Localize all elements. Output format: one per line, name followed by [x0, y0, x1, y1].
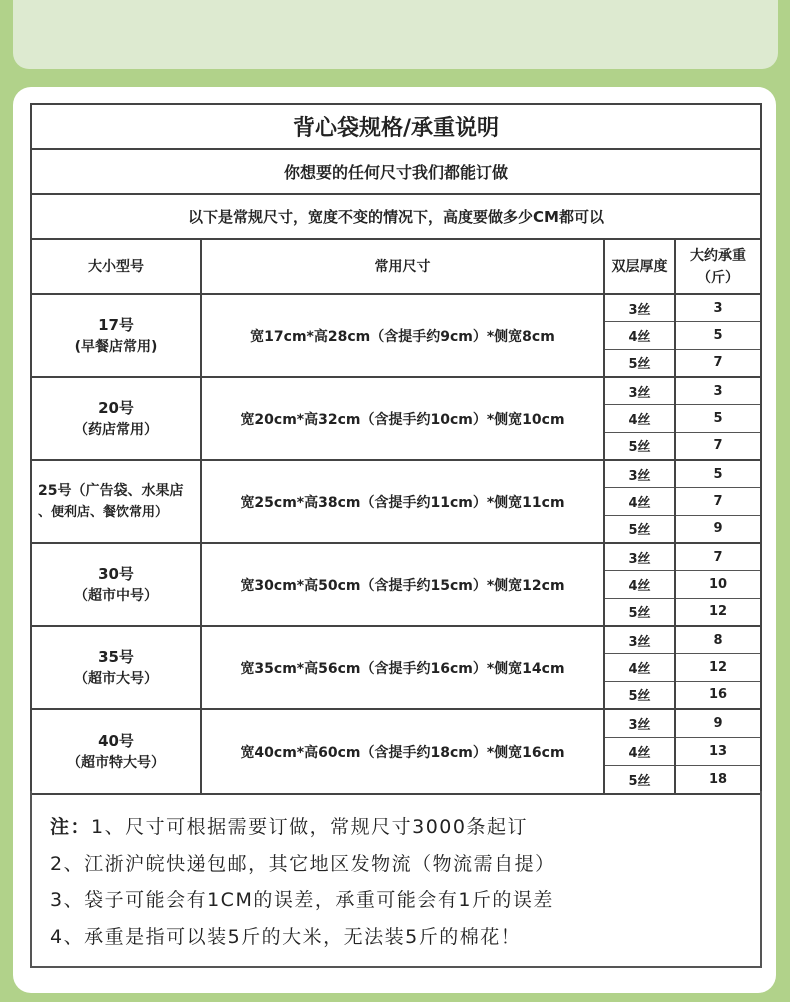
size-dimensions: 宽17cm*高28cm（含提手约9cm）*侧宽8cm	[202, 295, 605, 376]
spec-table	[30, 103, 762, 795]
table-row-group	[32, 378, 760, 461]
thickness-cell: 3丝	[605, 627, 674, 654]
size-dimensions: 宽40cm*高60cm（含提手约18cm）*侧宽16cm	[202, 710, 605, 793]
size-dimensions: 宽30cm*高50cm（含提手约15cm）*侧宽12cm	[202, 544, 605, 625]
size-dimensions: 宽35cm*高56cm（含提手约16cm）*侧宽14cm	[202, 627, 605, 708]
load-cell: 5	[676, 461, 760, 488]
notes-prefix: 注：	[50, 816, 92, 838]
table-row-group	[32, 710, 760, 793]
size-desc: （超市大号）	[74, 670, 158, 687]
size-desc: (早餐店常用)	[74, 338, 158, 355]
size-desc: （超市特大号）	[67, 754, 165, 771]
size-desc: 、便利店、餐饮常用）	[38, 504, 169, 520]
load-cell: 8	[676, 627, 760, 654]
load-cell: 13	[676, 738, 760, 766]
load-cell: 7	[713, 438, 723, 454]
thickness-cell: 5丝	[628, 357, 651, 373]
load-cell: 3	[676, 295, 760, 322]
size-dimensions: 宽25cm*高38cm（含提手约11cm）*侧宽11cm	[202, 461, 605, 542]
thickness-cell: 4丝	[605, 405, 674, 432]
thickness-cell: 5丝	[628, 606, 651, 622]
thickness-cell: 5丝	[628, 689, 651, 705]
thickness-cell: 3丝	[605, 295, 674, 322]
size-name: 25号（广告袋、水果店	[38, 482, 184, 499]
table-title: 背心袋规格/承重说明	[32, 105, 760, 150]
size-dimensions: 宽20cm*高32cm（含提手约10cm）*侧宽10cm	[202, 378, 605, 459]
load-cell: 5	[676, 405, 760, 432]
note-line-1: 注：1、尺寸可根据需要订做，常规尺寸3000条起订	[50, 816, 528, 838]
load-cell: 9	[713, 521, 723, 537]
load-cell: 7	[676, 544, 760, 571]
load-cell: 9	[676, 710, 760, 738]
header-load-line1: 大约承重	[690, 247, 746, 264]
size-desc: （超市中号）	[74, 587, 158, 604]
header-load-line2: （斤）	[697, 269, 739, 286]
header-size: 大小型号	[32, 240, 202, 293]
table-subtitle: 你想要的任何尺寸我们都能订做	[32, 150, 760, 195]
load-cell: 10	[676, 571, 760, 598]
size-name: 20号	[98, 398, 134, 417]
thickness-cell: 4丝	[605, 738, 674, 766]
load-cell: 7	[713, 355, 723, 371]
table-row-group	[32, 295, 760, 378]
size-name: 30号	[98, 564, 134, 583]
size-name: 40号	[98, 731, 134, 750]
thickness-cell: 5丝	[628, 440, 651, 456]
thickness-cell: 3丝	[605, 461, 674, 488]
thickness-cell: 3丝	[605, 544, 674, 571]
thickness-cell: 4丝	[605, 571, 674, 598]
table-row-group	[32, 627, 760, 710]
thickness-cell: 3丝	[605, 378, 674, 405]
thickness-cell: 4丝	[605, 488, 674, 515]
table-row-group	[32, 461, 760, 544]
size-name: 35号	[98, 647, 134, 666]
top-panel	[13, 0, 778, 69]
table-row-group	[32, 544, 760, 627]
thickness-cell: 5丝	[628, 774, 651, 789]
load-cell: 18	[708, 772, 728, 787]
note-line-3: 3、袋子可能会有1CM的误差，承重可能会有1斤的误差	[50, 889, 554, 911]
notes-box	[30, 791, 762, 968]
table-header-row	[32, 240, 760, 295]
header-load	[676, 240, 760, 293]
thickness-cell: 4丝	[605, 654, 674, 681]
thickness-cell: 4丝	[605, 322, 674, 349]
load-cell: 7	[676, 488, 760, 515]
note-line-2: 2、江浙沪皖快递包邮，其它地区发物流（物流需自提）	[50, 852, 556, 875]
load-cell: 12	[708, 604, 728, 620]
thickness-cell: 3丝	[605, 710, 674, 738]
size-desc: （药店常用）	[74, 421, 158, 438]
header-dimensions: 常用尺寸	[202, 240, 605, 293]
thickness-cell: 5丝	[628, 523, 651, 539]
size-name: 17号	[98, 315, 134, 334]
note-line-4: 4、承重是指可以装5斤的大米，无法装5斤的棉花！	[50, 925, 522, 948]
table-note: 以下是常规尺寸，宽度不变的情况下，高度要做多少CM都可以	[32, 195, 760, 240]
load-cell: 12	[676, 654, 760, 681]
load-cell: 16	[708, 687, 728, 703]
load-cell: 3	[676, 378, 760, 405]
load-cell: 5	[676, 322, 760, 349]
header-thickness: 双层厚度	[605, 240, 676, 293]
